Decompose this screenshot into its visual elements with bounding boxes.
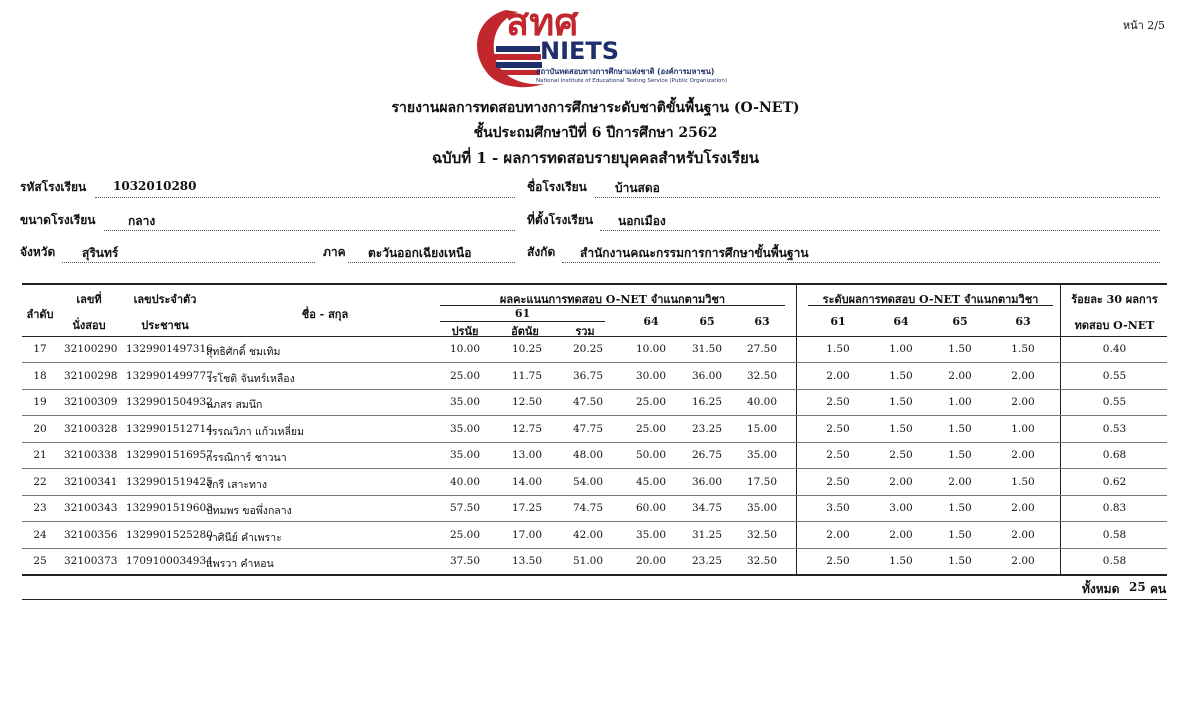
report-title: รายงานผลการทดสอบทางการศึกษาระดับชาติขั้นพื้นฐาน (O-NET) (391, 100, 800, 116)
location-label: ที่ตั้งโรงเรียน (527, 213, 594, 227)
cell-citizen-id: 1329901516957 (126, 449, 213, 461)
cell-score-64: 35.00 (635, 528, 667, 541)
cell-61-subjective: 13.50 (511, 555, 543, 567)
cell-61-subjective: 13.00 (511, 449, 543, 461)
cell-61-subjective: 17.25 (511, 502, 543, 514)
page-number: หน้า 2/5 (1122, 19, 1165, 32)
cell-level-63: 2.00 (1011, 502, 1035, 514)
cell-61-subjective: 11.75 (511, 369, 543, 382)
cell-order: 22 (33, 475, 47, 488)
cell-level-64: 1.00 (889, 343, 913, 355)
cell-61-total: 42.00 (572, 528, 604, 541)
cell-level-63: 1.50 (1011, 475, 1035, 488)
cell-score-63: 17.50 (746, 475, 778, 488)
cell-citizen-id: 1329901512714 (126, 422, 213, 435)
header-subject-63: 63 (754, 315, 770, 328)
cell-order: 17 (33, 343, 47, 355)
cell-percent: 0.55 (1102, 396, 1127, 408)
cell-score-64: 60.00 (635, 502, 667, 514)
cell-level-63: 1.00 (1011, 422, 1035, 435)
header-subjective: อัตนัย (511, 325, 539, 338)
cell-score-63: 32.50 (746, 555, 778, 567)
cell-61-subjective: 14.00 (511, 475, 543, 488)
cell-level-61: 2.50 (826, 396, 850, 408)
school-code-value: 1032010280 (113, 179, 197, 193)
cell-name: วรรณวิภา แก้วเหลี่ยม (206, 425, 305, 438)
total-label: ทั้งหมด (1082, 582, 1120, 596)
cell-name: กรรณิการ์ ชาวนา (206, 452, 287, 464)
cell-score-63: 15.00 (746, 422, 778, 435)
cell-level-61: 2.50 (826, 422, 850, 435)
report-subtitle: ชั้นประถมศึกษาปีที่ 6 ปีการศึกษา 2562 (473, 125, 718, 141)
logo-thai-text: สทศ (506, 0, 579, 44)
school-size-value: กลาง (128, 214, 156, 228)
cell-61-objective: 25.00 (449, 369, 481, 382)
cell-61-total: 48.00 (572, 449, 604, 461)
cell-order: 24 (33, 528, 47, 541)
cell-order: 18 (33, 369, 47, 382)
cell-seat-no: 32100309 (64, 396, 118, 408)
cell-level-64: 1.50 (889, 369, 913, 382)
table-divider (1060, 283, 1061, 575)
cell-score-64: 50.00 (635, 449, 667, 461)
cell-61-objective: 57.50 (449, 502, 481, 514)
cell-61-total: 20.25 (572, 343, 604, 355)
cell-level-64: 1.50 (889, 422, 913, 435)
header-id-1: เลขประจำตัว (133, 293, 197, 306)
cell-seat-no: 32100356 (64, 528, 118, 541)
header-total: รวม (575, 325, 595, 338)
cell-level-65: 1.50 (948, 502, 972, 514)
cell-level-61: 2.50 (826, 449, 850, 461)
dotted-line (562, 262, 1160, 263)
header-level-61: 61 (830, 315, 846, 328)
cell-name: จักรี เสาะทาง (206, 478, 267, 491)
cell-citizen-id: 1329901519425 (126, 475, 213, 488)
cell-61-total: 47.75 (572, 422, 604, 435)
cell-61-total: 51.00 (572, 555, 604, 567)
cell-level-63: 2.00 (1011, 555, 1035, 567)
cell-citizen-id: 1709100034934 (126, 555, 213, 567)
cell-order: 19 (33, 396, 47, 408)
cell-score-63: 32.50 (746, 369, 778, 382)
cell-61-subjective: 12.50 (511, 396, 543, 408)
cell-percent: 0.40 (1102, 343, 1127, 355)
header-id-2: ประชาชน (141, 319, 189, 332)
cell-61-subjective: 12.75 (511, 422, 543, 435)
cell-score-65: 16.25 (691, 396, 723, 408)
row-separator (22, 389, 1167, 390)
cell-level-65: 1.50 (948, 422, 972, 435)
cell-percent: 0.62 (1102, 475, 1127, 488)
row-separator (22, 415, 1167, 416)
cell-seat-no: 32100341 (64, 475, 118, 488)
dotted-line (595, 197, 1160, 198)
cell-score-65: 36.00 (691, 369, 723, 382)
cell-61-total: 74.75 (572, 502, 604, 514)
school-code-label: รหัสโรงเรียน (20, 180, 87, 194)
header-level-65: 65 (952, 315, 968, 328)
row-separator (22, 468, 1167, 469)
cell-score-63: 27.50 (746, 343, 778, 355)
header-order: ลำดับ (26, 308, 54, 321)
cell-level-63: 2.00 (1011, 396, 1035, 408)
cell-name: แพรวา คำหอน (206, 558, 274, 570)
cell-level-64: 2.00 (889, 528, 913, 541)
cell-level-65: 1.50 (948, 343, 972, 355)
logo-thai-name: สถาบันทดสอบทางการศึกษาแห่งชาติ (องค์การมหาชน) (536, 67, 715, 76)
total-count: 25 (1129, 580, 1146, 594)
row-separator (22, 362, 1167, 363)
cell-61-objective: 10.00 (449, 343, 481, 355)
cell-score-65: 31.25 (691, 528, 723, 541)
row-separator (22, 548, 1167, 549)
cell-score-63: 35.00 (746, 449, 778, 461)
cell-name: สุทธิศักดิ์ ชมเทิม (206, 346, 281, 358)
cell-61-objective: 25.00 (449, 528, 481, 541)
cell-score-65: 23.25 (691, 422, 723, 435)
cell-seat-no: 32100290 (64, 343, 118, 355)
cell-level-63: 2.00 (1011, 369, 1035, 382)
cell-level-64: 3.00 (889, 502, 913, 514)
cell-citizen-id: 1329901525280 (126, 528, 213, 541)
cell-level-63: 1.50 (1011, 343, 1035, 355)
cell-percent: 0.58 (1102, 528, 1127, 541)
dotted-line (104, 230, 515, 231)
cell-name: วาศินีย์ คำเพราะ (206, 531, 282, 544)
school-size-label: ขนาดโรงเรียน (20, 213, 96, 227)
cell-61-objective: 37.50 (449, 555, 481, 567)
dotted-line (348, 262, 515, 263)
table-bottom-border (22, 574, 1167, 576)
header-subject-61: 61 (514, 307, 531, 320)
header-percent-2: ทดสอบ O-NET (1074, 319, 1155, 332)
cell-score-65: 34.75 (691, 502, 723, 514)
cell-level-65: 2.00 (948, 475, 972, 488)
cell-score-65: 26.75 (691, 449, 723, 461)
cell-score-65: 36.00 (691, 475, 723, 488)
cell-seat-no: 32100373 (64, 555, 118, 567)
row-separator (22, 495, 1167, 496)
dotted-line (62, 262, 315, 263)
header-levels-group: ระดับผลการทดสอบ O-NET จำแนกตามวิชา (822, 293, 1039, 306)
cell-61-total: 54.00 (572, 475, 604, 488)
report-edition: ฉบับที่ 1 - ผลการทดสอบรายบุคคลสำหรับโรงเรียน (431, 149, 760, 167)
cell-percent: 0.83 (1102, 502, 1127, 514)
cell-score-63: 32.50 (746, 528, 778, 541)
cell-percent: 0.53 (1102, 422, 1127, 435)
cell-score-64: 30.00 (635, 369, 667, 382)
cell-name: นภสร สมนึก (206, 399, 263, 411)
footer-rule (22, 599, 1167, 600)
logo-eng-name: National Institute of Educational Testing Service (Public Organization) (536, 78, 727, 84)
header-seat-1: เลขที่ (76, 293, 102, 306)
cell-level-61: 2.50 (826, 475, 850, 488)
header-percent-1: ร้อยละ 30 ผลการ (1071, 293, 1158, 306)
cell-level-61: 1.50 (826, 343, 850, 355)
cell-percent: 0.58 (1102, 555, 1127, 567)
cell-seat-no: 32100343 (64, 502, 118, 514)
cell-score-63: 35.00 (746, 502, 778, 514)
cell-61-objective: 40.00 (449, 475, 481, 488)
cell-name: วรโชติ จันทร์เหลือง (206, 372, 295, 385)
cell-61-objective: 35.00 (449, 422, 481, 435)
row-separator (22, 521, 1167, 522)
school-name-value: บ้านสดอ (615, 181, 660, 195)
cell-level-65: 1.50 (948, 449, 972, 461)
cell-score-64: 25.00 (635, 396, 667, 408)
header-seat-2: นั่งสอบ (72, 319, 106, 332)
cell-level-64: 2.00 (889, 475, 913, 488)
header-subject-64: 64 (643, 315, 659, 328)
cell-level-65: 1.00 (948, 396, 972, 408)
table-top-border (22, 283, 1167, 285)
total-unit: คน (1150, 582, 1167, 596)
header-subject-65: 65 (699, 315, 715, 328)
cell-citizen-id: 1329901519603 (126, 502, 213, 514)
dotted-line (600, 230, 1160, 231)
cell-61-subjective: 10.25 (511, 343, 543, 355)
cell-name: ปัทมพร ขอพึ่งกลาง (206, 505, 292, 517)
header-scores-group: ผลคะแนนการทดสอบ O-NET จำแนกตามวิชา (499, 293, 726, 306)
region-label: ภาค (323, 245, 346, 259)
cell-level-61: 2.00 (826, 369, 850, 382)
cell-61-total: 47.50 (572, 396, 604, 408)
cell-score-65: 23.25 (691, 555, 723, 567)
cell-score-65: 31.50 (691, 343, 723, 355)
cell-score-64: 45.00 (635, 475, 667, 488)
cell-61-total: 36.75 (572, 369, 604, 382)
cell-citizen-id: 1329901497316 (126, 343, 213, 355)
cell-level-64: 2.50 (889, 449, 913, 461)
header-level-64: 64 (893, 315, 909, 328)
location-value: นอกเมือง (618, 214, 666, 228)
cell-score-64: 10.00 (635, 343, 667, 355)
dotted-line (95, 197, 515, 198)
cell-score-64: 25.00 (635, 422, 667, 435)
cell-score-63: 40.00 (746, 396, 778, 408)
cell-level-63: 2.00 (1011, 449, 1035, 461)
affiliation-value: สำนักงานคณะกรรมการการศึกษาขั้นพื้นฐาน (580, 246, 809, 260)
cell-order: 23 (33, 502, 47, 514)
cell-citizen-id: 1329901504932 (126, 396, 213, 408)
cell-level-65: 1.50 (948, 555, 972, 567)
cell-seat-no: 32100298 (64, 369, 118, 382)
affiliation-label: สังกัด (527, 245, 556, 259)
cell-score-64: 20.00 (635, 555, 667, 567)
table-divider (796, 283, 797, 575)
cell-level-65: 1.50 (948, 528, 972, 541)
cell-level-61: 2.00 (826, 528, 850, 541)
header-objective: ปรนัย (451, 325, 479, 338)
cell-61-objective: 35.00 (449, 449, 481, 461)
cell-61-subjective: 17.00 (511, 528, 543, 541)
cell-level-65: 2.00 (948, 369, 972, 382)
cell-61-objective: 35.00 (449, 396, 481, 408)
cell-citizen-id: 1329901499777 (126, 369, 213, 382)
cell-order: 21 (33, 449, 47, 461)
cell-seat-no: 32100338 (64, 449, 118, 461)
cell-level-61: 2.50 (826, 555, 850, 567)
header-level-63: 63 (1015, 315, 1031, 328)
cell-percent: 0.55 (1102, 369, 1127, 382)
logo-abbr-text: NIETS (540, 37, 620, 65)
cell-percent: 0.68 (1102, 449, 1127, 461)
cell-seat-no: 32100328 (64, 422, 118, 435)
cell-level-63: 2.00 (1011, 528, 1035, 541)
cell-level-61: 3.50 (826, 502, 850, 514)
region-value: ตะวันออกเฉียงเหนือ (368, 246, 472, 260)
row-separator (22, 442, 1167, 443)
school-name-label: ชื่อโรงเรียน (527, 180, 587, 194)
province-label: จังหวัด (20, 245, 56, 259)
cell-order: 25 (33, 555, 47, 567)
province-value: สุรินทร์ (82, 246, 119, 260)
cell-level-64: 1.50 (889, 555, 913, 567)
header-name: ชื่อ - สกุล (301, 308, 349, 321)
cell-order: 20 (33, 422, 47, 435)
cell-level-64: 1.50 (889, 396, 913, 408)
